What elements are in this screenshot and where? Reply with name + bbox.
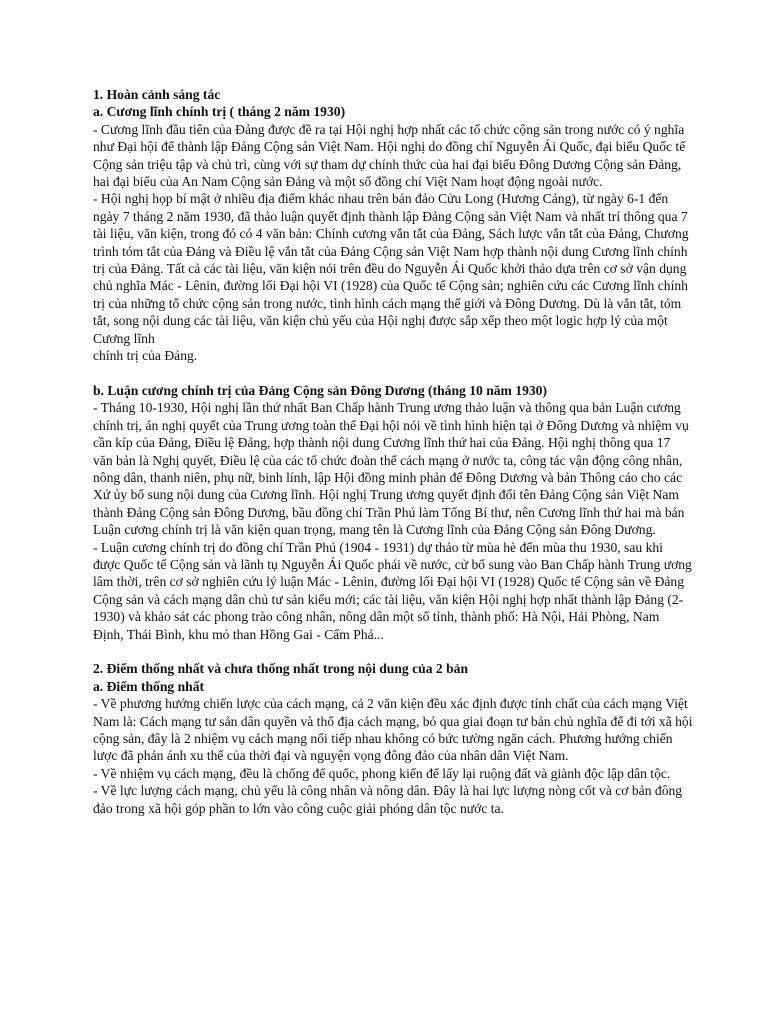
- paragraph-4: - Luận cương chính trị do đồng chí Trần Phú (1904 - 1931) dự thảo từ mùa hè đến mùa thu 1930, sau khi được Quốc tế Cộng sản và lãnh tụ Nguyễn Ái Quốc phái về nước, cử bổ sung vào Ban Chấp hành Trung ương lâm thời, trên cơ sở nghiên cứu lý luận Mác - Lênin, đường lối Đại hội VI (1928) Quốc tế Cộng sản về Đảng Cộng sản và cách mạng dân chủ tư sản kiểu mới; các tài liệu, văn kiện Hội nghị hợp nhất thành lập Đảng (2-1930) và khảo sát các phong trào công nhân, nông dân một số tỉnh, thành phố: Hà Nội, Hải Phòng, Nam Định, Thái Bình, khu mỏ than Hồng Gai - Cẩm Phả...: [93, 539, 692, 642]
- document-page: [93, 86, 693, 817]
- paragraph-3: - Tháng 10-1930, Hội nghị lần thứ nhất Ban Chấp hành Trung ương thảo luận và thông qua bản Luận cương chính trị, án nghị quyết của Trung ương toàn thể Đại hội nói về tình hình hiện tại ở Đông Dương và nhiệm vụ cần kíp của Đảng, Điều lệ Đảng, hợp thành nội dung Cương lĩnh thứ hai của Đảng. Hội nghị thông qua 17 văn bản là Nghị quyết, Điều lệ của các tổ chức đoàn thể cách mạng ở nước ta, công tác vận động công nhân, nông dân, thanh niên, phụ nữ, binh lính, lập Hội đồng minh phản đế Đông Dương và bản Thông cáo cho các Xứ ủy bổ sung nội dung của Cương lĩnh. Hội nghị Trung ương quyết định đổi tên Đảng Cộng sản Việt Nam thành Đảng Cộng sản Đông Dương, bầu đồng chí Trần Phú làm Tổng Bí thư, nên Cương lĩnh thứ hai mà bản Luận cương chính trị là văn kiện quan trọng, mang tên là Cương lĩnh của Đảng Cộng sản Đông Dương.: [93, 400, 689, 538]
- section-1-heading: 1. Hoàn cảnh sáng tác: [93, 87, 221, 102]
- paragraph-7: - Về lực lượng cách mạng, chủ yếu là công nhân và nông dân. Đây là hai lực lượng nòng cốt và cơ bản đông đảo trong xã hội góp phần to lớn vào công cuộc giải phóng dân tộc nước ta.: [93, 783, 683, 816]
- paragraph-2: - Hội nghị họp bí mật ở nhiều địa điểm khác nhau trên bán đảo Cửu Long (Hương Cảng), từ ngày 6-1 đến ngày 7 tháng 2 năm 1930, đã thảo luận quyết định thành lập Đảng Cộng sản Việt Nam và nhất trí thông qua 7 tài liệu, văn kiện, trong đó có 4 văn bản: Chính cương vắn tắt của Đảng, Sách lược vắn tắt của Đảng, Chương trình tóm tắt của Đảng và Điều lệ vắn tắt của Đảng Cộng sản Việt Nam hợp thành nội dung Cương lĩnh chính trị của Đảng. Tất cả các tài liệu, văn kiện nói trên đều do Nguyễn Ái Quốc khởi thảo dựa trên cơ sở vận dụng chủ nghĩa Mác - Lênin, đường lối Đại hội VI (1928) của Quốc tế Cộng sản; nghiên cứu các Cương lĩnh chính trị của những tổ chức cộng sản trong nước, tình hình cách mạng thế giới và Đông Dương. Dù là vắn tắt, tóm tắt, song nội dung các tài liệu, văn kiện chủ yếu của Hội nghị được sắp xếp theo một logic hợp lý của một Cương lĩnh: [93, 191, 689, 346]
- section-1b-heading: b. Luận cương chính trị của Đảng Cộng sản Đông Dương (tháng 10 năm 1930): [93, 382, 547, 398]
- paragraph-6: - Về nhiệm vụ cách mạng, đều là chống đế quốc, phong kiến để lấy lại ruộng đất và giành độc lập dân tộc.: [93, 765, 671, 781]
- paragraph-5: - Về phương hướng chiến lược của cách mạng, cả 2 văn kiện đều xác định được tính chất của cách mạng Việt Nam là: Cách mạng tư sản dân quyền và thổ địa cách mạng, bỏ qua giai đoạn tư bản chủ nghĩa để đi tới xã hội cộng sản, đây là 2 nhiệm vụ cách mạng nối tiếp nhau không có bức tường ngăn cách. Phương hướng chiến lược đã phản ánh xu thế của thời đại và nguyện vọng đông đảo của nhân dân Việt Nam.: [93, 696, 693, 764]
- spacer: [93, 365, 693, 382]
- spacer: [93, 643, 693, 660]
- paragraph-1: - Cương lĩnh đầu tiên của Đảng được đề ra tại Hội nghị hợp nhất các tổ chức cộng sản trong nước có ý nghĩa như Đại hội để thành lập Đảng Cộng sản Việt Nam. Hội nghị do đồng chí Nguyễn Ái Quốc, đại biểu Quốc tế Cộng sản triệu tập và chủ trì, cùng với sự tham dự chính thức của hai đại biểu Đông Dương Cộng sản Đảng, hai đại biểu của An Nam Cộng sản Đảng và một số đồng chí Việt Nam hoạt động ngoài nước.: [93, 121, 686, 190]
- section-2a-heading: a. Điểm thống nhất: [93, 678, 205, 694]
- section-2-heading: 2. Điểm thống nhất và chưa thống nhất trong nội dung của 2 bản: [93, 661, 469, 677]
- paragraph-2-continuation: chính trị của Đảng.: [93, 348, 198, 364]
- section-1a-heading: a. Cương lĩnh chính trị ( tháng 2 năm 1930): [93, 104, 346, 120]
